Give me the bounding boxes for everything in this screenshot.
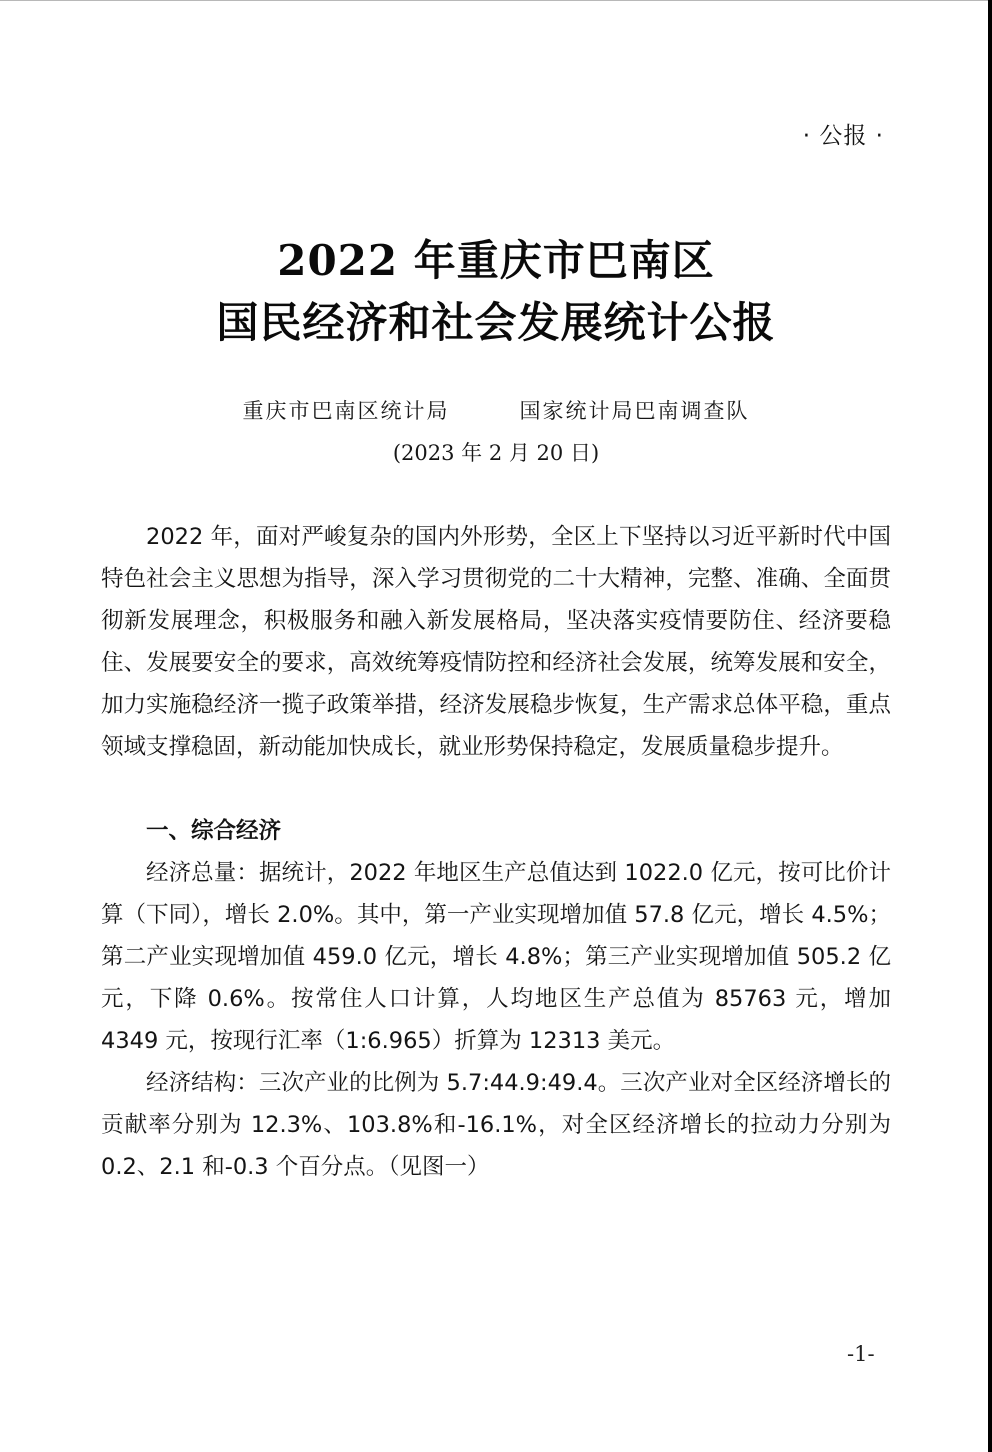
author-org-1: 重庆市巴南区统计局 bbox=[242, 399, 450, 423]
intro-block bbox=[101, 516, 891, 768]
page-number: -1- bbox=[847, 1342, 875, 1366]
section-block bbox=[101, 810, 891, 1188]
paragraph-economic-total: 经济总量：据统计，2022 年地区生产总值达到 1022.0 亿元，按可比价计算（下同），增长 2.0%。其中，第一产业实现增加值 57.8 亿元，增长 4.5%；第二产业实现增加值 459.0 亿元，增长 4.8%；第三产业实现增加值 505.2 亿元，下降 0.6%。按常住人口计算，人均地区生产总值为 85763 元，增加 4349 元，按现行汇率（1:6.965）折算为 12313 美元。 bbox=[101, 860, 891, 1054]
title-line-2: 国民经济和社会发展统计公报 bbox=[216, 298, 776, 347]
title-line-1: 2022 年重庆市巴南区 bbox=[277, 236, 715, 285]
section-heading: 一、综合经济 bbox=[146, 818, 282, 844]
intro-paragraph: 2022 年，面对严峻复杂的国内外形势，全区上下坚持以习近平新时代中国特色社会主义思想为指导，深入学习贯彻党的二十大精神，完整、准确、全面贯彻新发展理念，积极服务和融入新发展格局，坚决落实疫情要防住、经济要稳住、发展要安全的要求，高效统筹疫情防控和经济社会发展，统筹发展和安全，加力实施稳经济一揽子政策举措，经济发展稳步恢复，生产需求总体平稳，重点领域支撑稳固，新动能加快成长，就业形势保持稳定，发展质量稳步提升。 bbox=[101, 524, 891, 760]
section-tag: · 公报 · bbox=[802, 123, 884, 149]
author-org-2: 国家统计局巴南调查队 bbox=[519, 399, 750, 423]
right-edge-border bbox=[988, 0, 992, 1452]
authors bbox=[0, 395, 992, 425]
publication-date: (2023 年 2 月 20 日) bbox=[392, 441, 600, 465]
paragraph-economic-structure: 经济结构：三次产业的比例为 5.7:44.9:49.4。三次产业对全区经济增长的贡献率分别为 12.3%、103.8%和-16.1%，对全区经济增长的拉动力分别为 0.2、2.1 和-0.3 个百分点。（见图一） bbox=[101, 1070, 891, 1180]
